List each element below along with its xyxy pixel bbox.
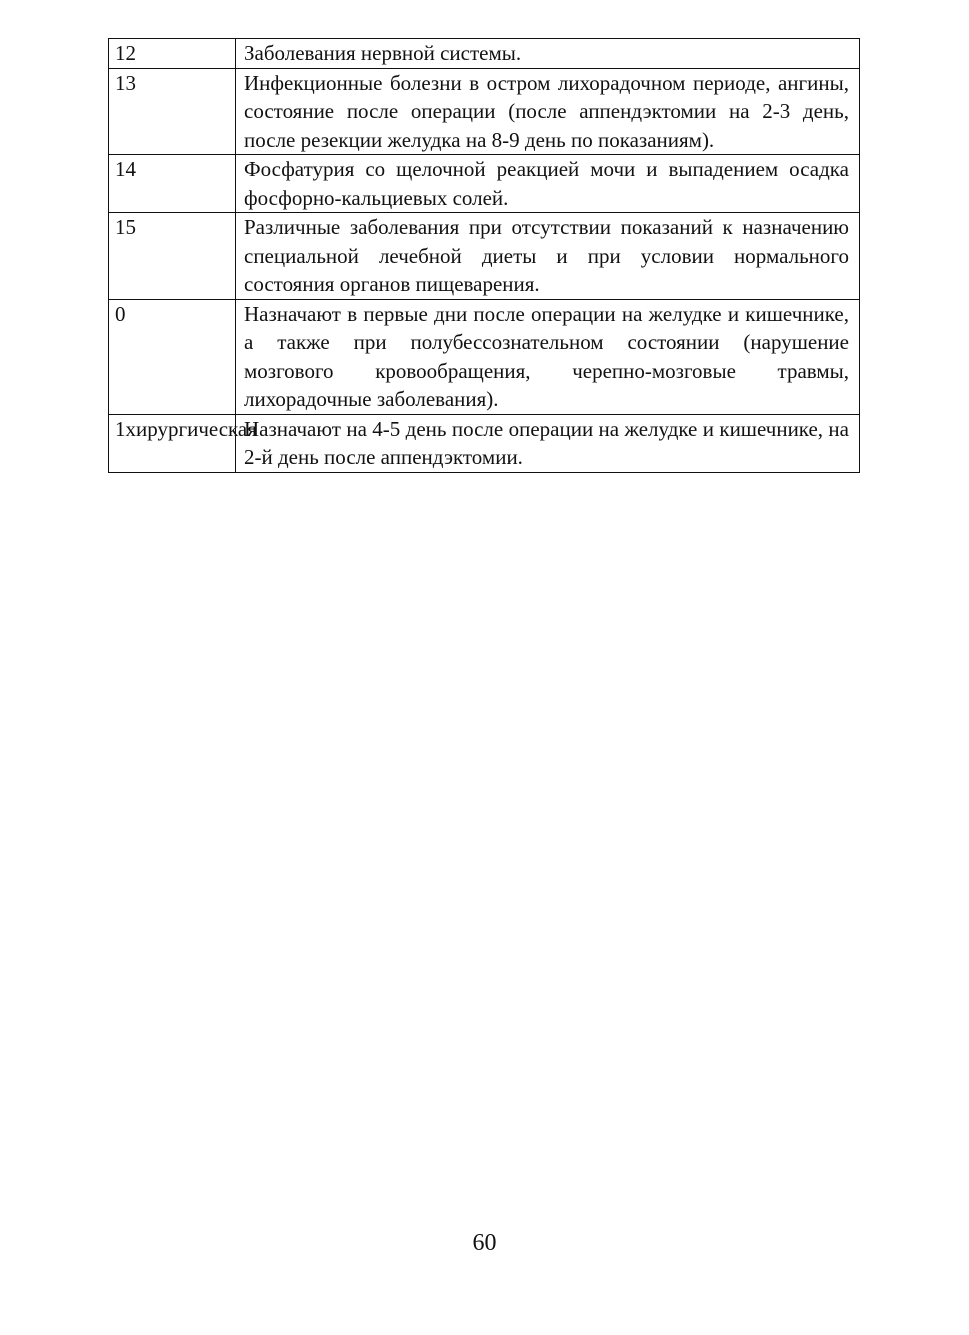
table-row: [109, 68, 860, 155]
diet-number-cell: 14: [109, 155, 236, 213]
diet-number-cell: 13: [109, 68, 236, 155]
table-row: [109, 39, 860, 69]
table-row: [109, 299, 860, 414]
indication-cell: Различные заболевания при отсутствии показаний к назначению специальной лечебной диеты и при условии нормального состояния органов пищеварения.: [236, 213, 860, 300]
indication-cell: Назначают на 4-5 день после операции на желудке и кишечнике, на 2-й день после аппендэктомии.: [236, 414, 860, 472]
diet-number-cell: 0: [109, 299, 236, 414]
page-number: 60: [472, 1230, 497, 1256]
diet-number-cell: 15: [109, 213, 236, 300]
table-row: [109, 414, 860, 472]
indication-cell: Инфекционные болезни в остром лихорадочном периоде, ангины, состояние после операции (после аппендэктомии на 2-3 день, после резекции желудка на 8-9 день по показаниям).: [236, 68, 860, 155]
indication-cell: Заболевания нервной системы.: [236, 39, 860, 69]
table-row: [109, 213, 860, 300]
diet-number-cell: 12: [109, 39, 236, 69]
diet-number-cell: 1хирургическая: [109, 414, 236, 472]
diet-indications-table: [108, 38, 860, 473]
indication-cell: Фосфатурия со щелочной реакцией мочи и выпадением осадка фосфорно-кальциевых солей.: [236, 155, 860, 213]
table-row: [109, 155, 860, 213]
indication-cell: Назначают в первые дни после операции на желудке и кишечнике, а также при полубессознательном состоянии (нарушение мозгового кровообращения, черепно-мозговые травмы, лихорадочные заболевания).: [236, 299, 860, 414]
